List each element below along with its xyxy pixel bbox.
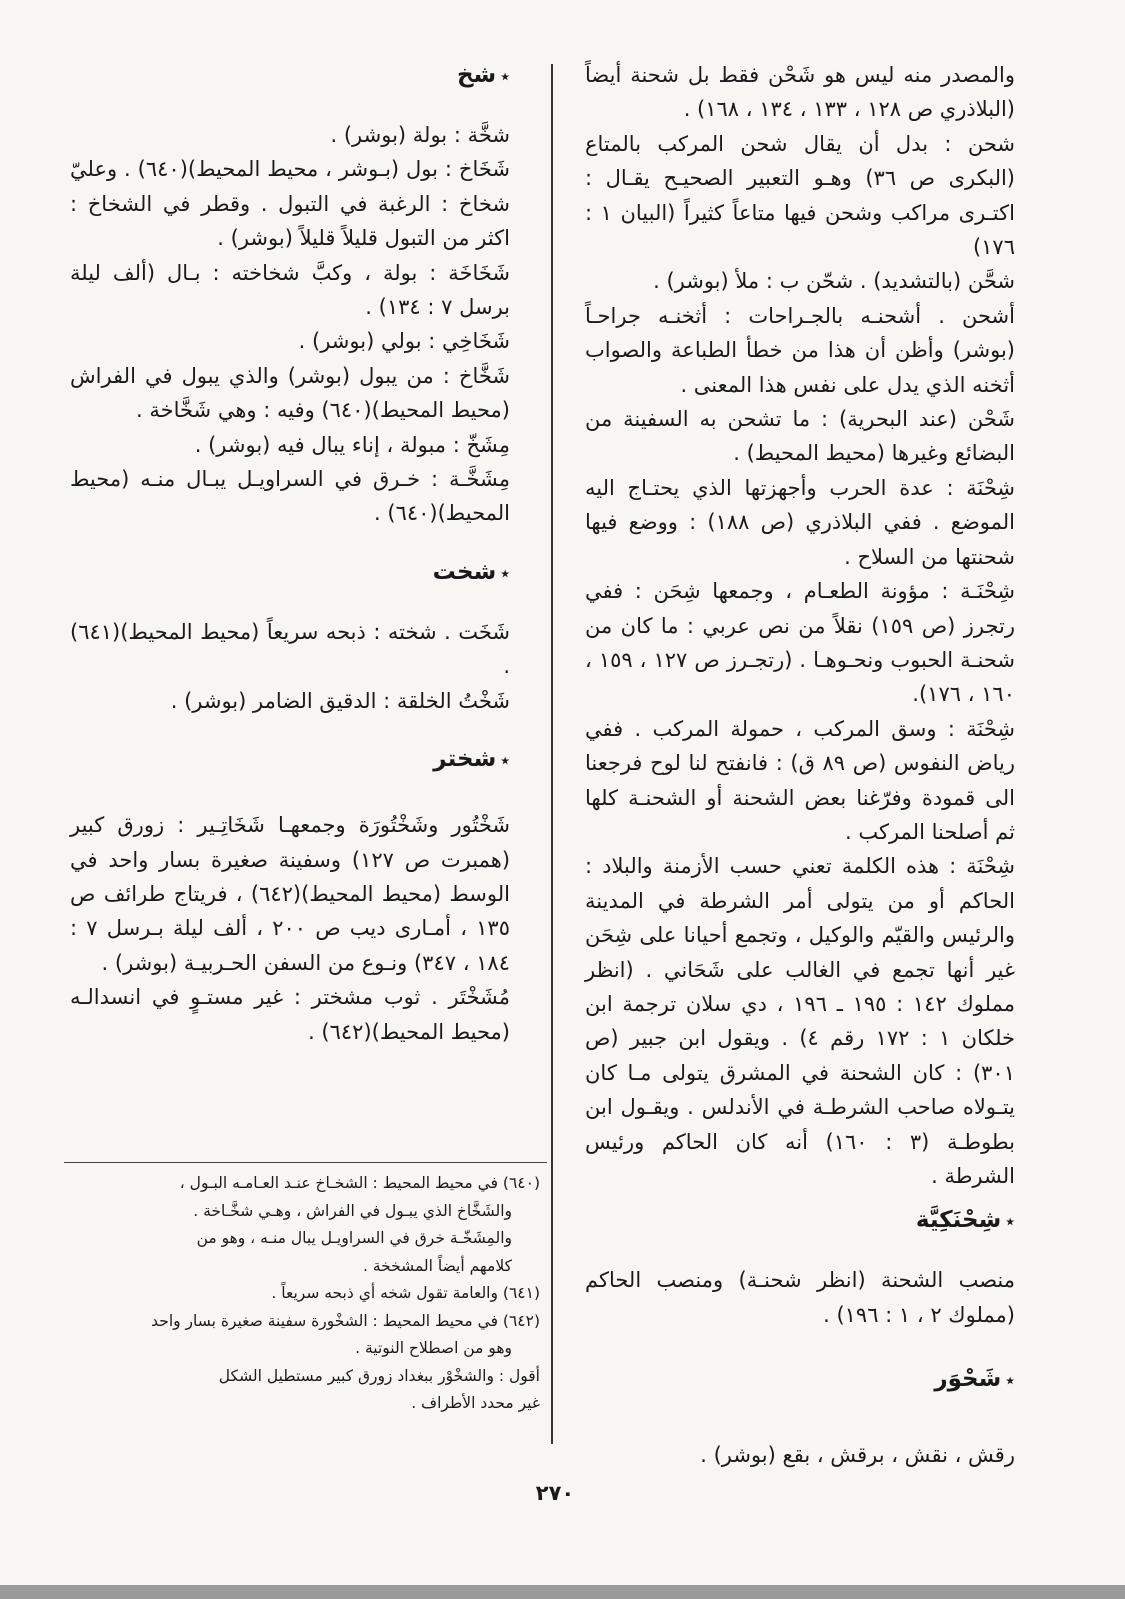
paragraph: شَخَّاخ : من يبول (بوشر) والذي يبول في الفراش (محيط المحيط)(٦٤٠) وفيه : وهي شَخَّاخة . bbox=[70, 363, 510, 423]
star-icon: ٭ bbox=[1005, 1370, 1015, 1392]
footnote-line: (٦٤٠) في محيط المحيط : الشخـاخ عنـد العـامـه البـول ، bbox=[179, 1174, 540, 1192]
footnote-line: أقول : والشخْوْر ببغداد زورق كبير مستطيل الشكل bbox=[218, 1366, 540, 1385]
paragraph: مِشَخّ : مبولة ، إناء يبال فيه (بوشر) . bbox=[194, 432, 510, 457]
paragraph: شَخَت . شخته : ذبحه سريعاً (محيط المحيط)(٦٤١) . bbox=[70, 619, 510, 679]
paragraph: شَخَاخِي : بولي (بوشر) . bbox=[298, 329, 510, 354]
star-icon: ٭ bbox=[500, 562, 510, 584]
entry-heading bbox=[70, 58, 510, 94]
paragraph: شِحْنَـة : مؤونة الطعـام ، وجمعها شِحَن : ففي رتجرز (ص ١٥٩) نقلاً من نص عربي : ما كان من شحنـة الحبوب ونحـوهـا . (رتجـرز ص ١٢٧ ، ١٥٩ ، ١٦٠ ، ١٧٦). bbox=[585, 579, 1016, 707]
footnote-line: كلامهم أيضاً المشخخة . bbox=[362, 1256, 512, 1275]
paragraph: شَحْن (عند البحرية) : ما تشحن به السفينة من البضائع وغيرها (محيط المحيط) . bbox=[585, 407, 1015, 466]
footnote-line: (٦٤١) والعامة تقول شخه أي ذبحه سريعاً . bbox=[271, 1284, 540, 1302]
paragraph: شَخَاخ : بول (بـوشر ، محيط المحيط)(٦٤٠) . وعليّ شخاخ : الرغبة في التبول . وقطر في الشخاخ : اكثر من التبول قليلاً قليلاً (بوشر) . bbox=[70, 157, 510, 251]
heading-text: شَحْوَر bbox=[934, 1366, 1002, 1393]
footnote-line: والشَخَّاخ الذي يبـول في الفراش ، وهـي شخَّـاخة . bbox=[193, 1201, 512, 1220]
left-column bbox=[70, 58, 510, 1049]
footnote-line: غير محدد الأطراف . bbox=[411, 1394, 540, 1412]
heading-text: شِحْنَكِيَّة bbox=[915, 1207, 1002, 1234]
paragraph: شِحْنَة : هذه الكلمة تعني حسب الأزمنة والبلاد : الحاكم أو من يتولى أمر الشرطة في المدينة والرئيس والقيّم والوكيل ، وتجمع أحيانا على شِحَن غير أنها تجمع في الغالب على شَحَاني . (انظر مملوك ١٤٢ : ١٩٥ ـ ١٩٦ ، دي سلان ترجمة ابن خلكان ١ : ١٧٢ رقم ٤) . ويقول ابن جبير (ص ٣٠١) : كان الشحنة في المشرق يتولى مـا كان يتـولاه صاحب الشرطـة في الأندلس . ويقـول ابن بطوطـة (٣ : ١٦٠) أنه كان الحاكم ورئيس الشرطة . bbox=[585, 854, 1016, 1188]
paragraph: منصب الشحنة (انظر شحنـة) ومنصب الحاكم (مملوك ٢ ، ١ : ١٩٦) . bbox=[585, 1268, 1015, 1327]
paragraph: شِحْنَة : وسق المركب ، حمولة المركب . ففي رياض النفوس (ص ٨٩ ق) : فانفتح لنا لوح فرجعنا الى قمودة وفرّغنا بعض الشحنة أو الشحنـة كلها ثم أصلحنا المركب . bbox=[585, 716, 1015, 844]
paragraph: والمصدر منه ليس هو شَحْن فقط بل شحنة أيضاً (البلاذري ص ١٢٨ ، ١٣٣ ، ١٣٤ ، ١٦٨) . bbox=[585, 63, 1015, 122]
heading-text: شختر bbox=[433, 746, 497, 773]
footnotes bbox=[70, 1170, 540, 1418]
column-divider bbox=[551, 64, 553, 1444]
entry-heading bbox=[585, 1362, 1015, 1398]
page-number: ٢٧٠ bbox=[535, 1481, 575, 1505]
entry-heading bbox=[70, 555, 510, 591]
paragraph: مِشَخَّـة : خـرق في السراويـل يبـال منـه (محيط المحيط)(٦٤٠) . bbox=[70, 467, 510, 526]
paragraph: شَخْتُور وشَخْتُورَة وجمعهـا شَخَاتِـير : زورق كبير (همبرت ص ١٢٧) وسفينة صغيرة بسار واحد في الوسط (محيط المحيط)(٦٤٢) ، فريتاج طرائف ص ١٣٥ ، أمـارى ديب ص ٢٠٠ ، ألف ليلة بـرسل ٧ : ١٨٤ ، ٣٤٧) ونـوع من السفن الحـربيـة (بوشر) . bbox=[70, 813, 511, 975]
star-icon: ٭ bbox=[500, 750, 510, 772]
heading-text: شخ bbox=[456, 62, 497, 88]
star-icon: ٭ bbox=[1005, 1211, 1015, 1233]
entry-heading bbox=[70, 742, 510, 778]
paragraph: شَخْتُ الخلقة : الدقيق الضامر (بوشر) . bbox=[170, 688, 510, 713]
footnote-line: والمِشَخّـة خرق في السراويـل يبال منـه ، وهو من bbox=[196, 1229, 512, 1247]
paragraph: شحن : بدل أن يقال شحن المركب بالمتاع (البكرى ص ٣٦) وهـو التعبير الصحيـح يقـال : اكتـرى مراكب وشحن فيها متاعاً كثيراً (البيان ١ : ١٧٦) bbox=[585, 131, 1015, 260]
paragraph: رقش ، نقش ، برقش ، بقع (بوشر) . bbox=[700, 1443, 1015, 1468]
paragraph: أشحن . أشحنـه بالجـراحات : أثخنـه جراحـاً (بوشر) وأظن أن هذا من خطأ الطباعة والصواب أثخنه الذي يدل على نفس هذا المعنى . bbox=[585, 303, 1015, 397]
scan-edge bbox=[0, 1585, 1125, 1599]
footnote-divider bbox=[64, 1162, 547, 1163]
paragraph: شخَّة : بولة (بوشر) . bbox=[330, 123, 510, 147]
entry-heading bbox=[585, 1203, 1015, 1239]
footnote-line: (٦٤٢) في محيط المحيط : الشخْورة سفينة صغيرة بسار واحد bbox=[151, 1311, 540, 1330]
footnote-line: وهو من اصطلاح النوتية . bbox=[355, 1339, 512, 1357]
star-icon: ٭ bbox=[500, 66, 510, 87]
paragraph: شحَّن (بالتشديد) . شحّن ب : ملأ (بوشر) . bbox=[653, 269, 1015, 294]
heading-text: شخت bbox=[432, 558, 497, 585]
paragraph: مُشَخْتَر . ثوب مشختر : غير مستـوٍ في انسدالـه (محيط المحيط)(٦٤٢) . bbox=[70, 985, 510, 1044]
paragraph: شِحْنَة : عدة الحرب وأجهزتها الذي يحتـاج اليه الموضع . ففي البلاذري (ص ١٨٨) : ووضع فيها شحنتها من السلاح . bbox=[585, 475, 1015, 569]
right-column bbox=[585, 58, 1015, 1473]
paragraph: شَخَاخَة : بولة ، وكبَّ شخاخته : بـال (ألف ليلة برسل ٧ : ١٣٤) . bbox=[70, 260, 510, 320]
